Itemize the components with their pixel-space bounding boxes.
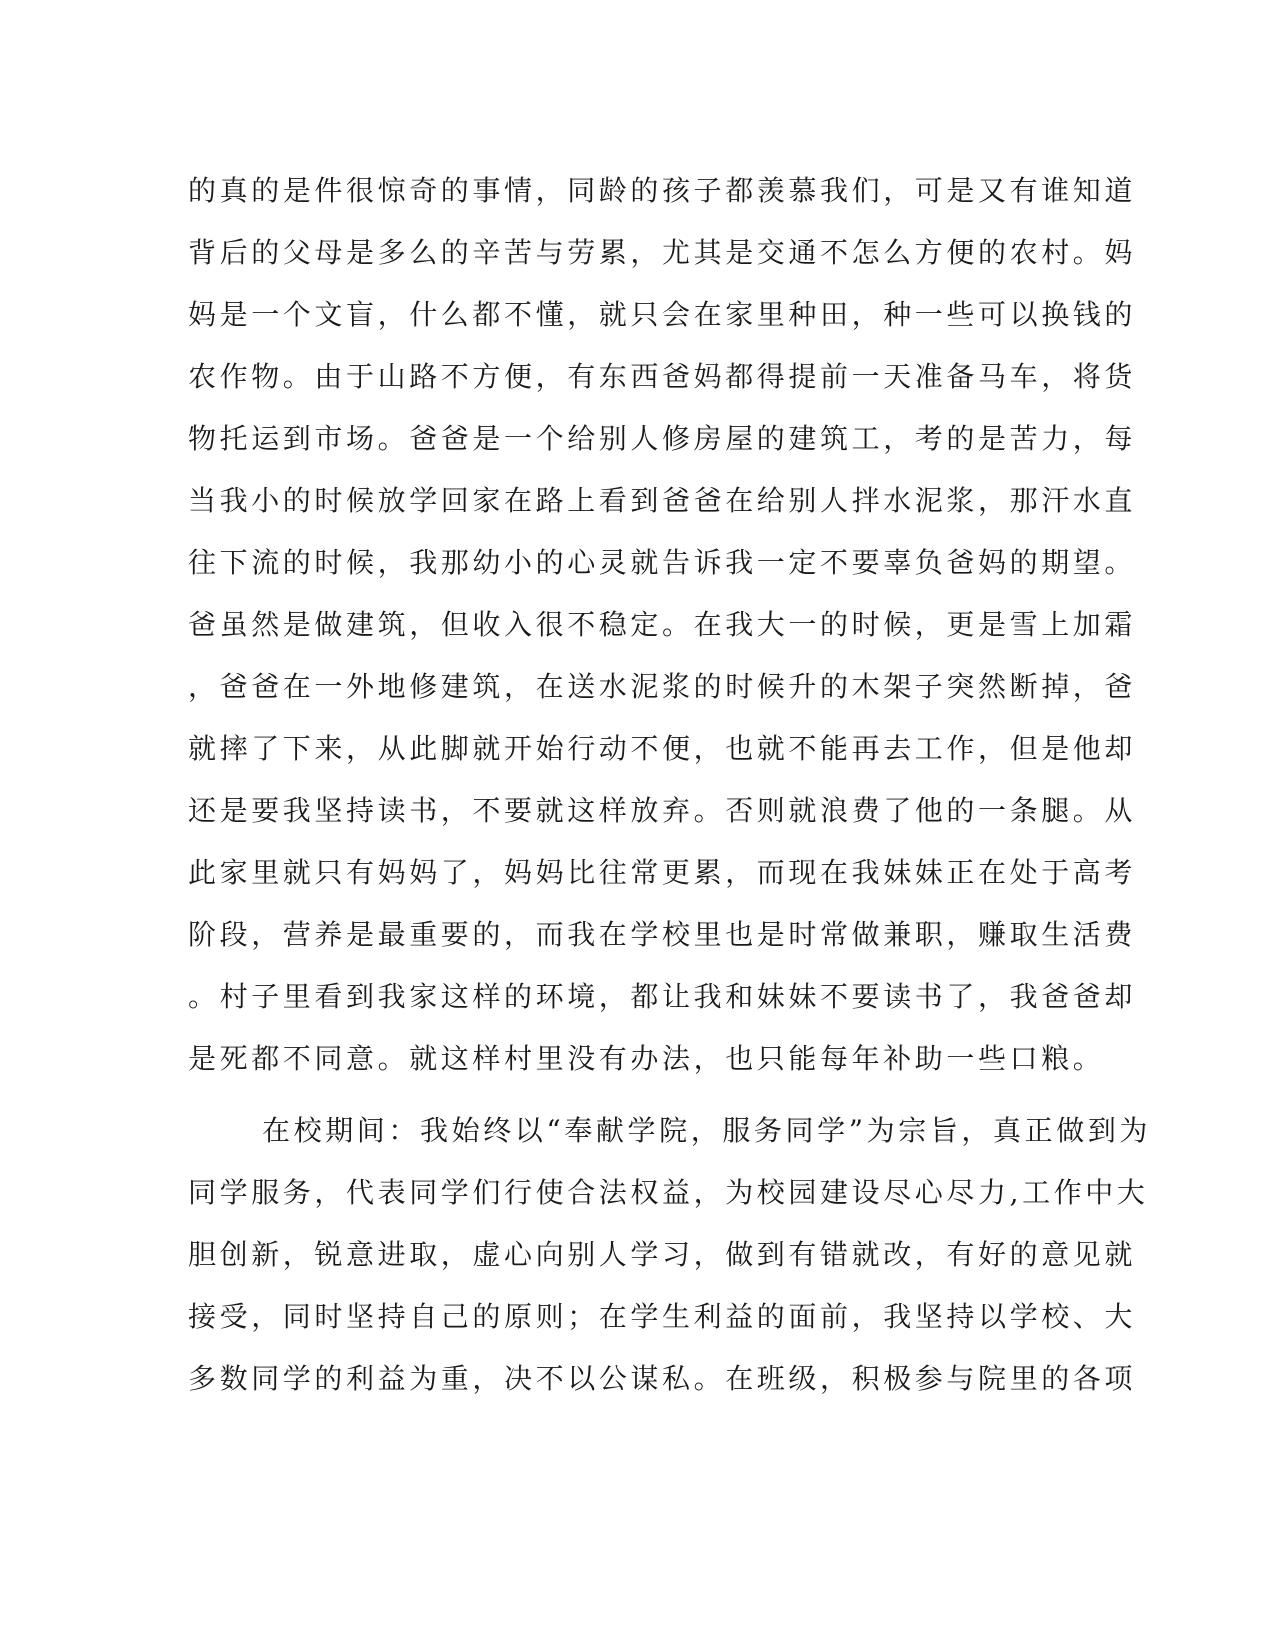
text-line: 是死都不同意。就这样村里没有办法，也只能每年补助一些口粮。 [188,1042,1105,1075]
text-line: 往下流的时候，我那幼小的心灵就告诉我一定不要辜负爸妈的期望。 [188,546,1137,579]
text-line: 。村子里看到我家这样的环境，都让我和妹妹不要读书了，我爸爸却 [188,980,1137,1013]
text-line: 还是要我坚持读书，不要就这样放弃。否则就浪费了他的一条腿。从 [188,794,1137,827]
text-line: 爸虽然是做建筑，但收入很不稳定。在我大一的时候，更是雪上加霜 [188,608,1137,641]
text-line: 就摔了下来，从此脚就开始行动不便，也就不能再去工作，但是他却 [188,732,1137,765]
text-line: ，爸爸在一外地修建筑，在送水泥浆的时候升的木架子突然断掉，爸 [188,670,1137,703]
text-line: 背后的父母是多么的辛苦与劳累，尤其是交通不怎么方便的农村。妈 [188,236,1137,269]
text-line: 多数同学的利益为重，决不以公谋私。在班级，积极参与院里的各项 [188,1362,1137,1395]
paragraph-family-background [188,160,1137,1090]
text-line: 接受，同时坚持自己的原则；在学生利益的面前，我坚持以学校、大 [188,1300,1137,1333]
text-line: 农作物。由于山路不方便，有东西爸妈都得提前一天准备马车，将货 [188,360,1137,393]
text-line: 此家里就只有妈妈了，妈妈比往常更累，而现在我妹妹正在处于高考 [188,856,1137,889]
text-line: 阶段，营养是最重要的，而我在学校里也是时常做兼职，赚取生活费 [188,918,1137,951]
paragraph-school-period [188,1100,1152,1410]
document-body [188,160,1152,1410]
text-line: 妈是一个文盲，什么都不懂，就只会在家里种田，种一些可以换钱的 [188,298,1137,331]
text-line: 当我小的时候放学回家在路上看到爸爸在给别人拌水泥浆，那汗水直 [188,484,1137,517]
text-line: 的真的是件很惊奇的事情，同龄的孩子都羡慕我们，可是又有谁知道 [188,174,1137,207]
text-line: 在校期间：我始终以“奉献学院，服务同学”为宗旨，真正做到为 [262,1114,1152,1147]
text-line: 同学服务，代表同学们行使合法权益，为校园建设尽心尽力,工作中大 [188,1176,1149,1209]
text-line: 胆创新，锐意进取，虚心向别人学习，做到有错就改，有好的意见就 [188,1238,1137,1271]
text-line: 物托运到市场。爸爸是一个给别人修房屋的建筑工，考的是苦力，每 [188,422,1137,455]
